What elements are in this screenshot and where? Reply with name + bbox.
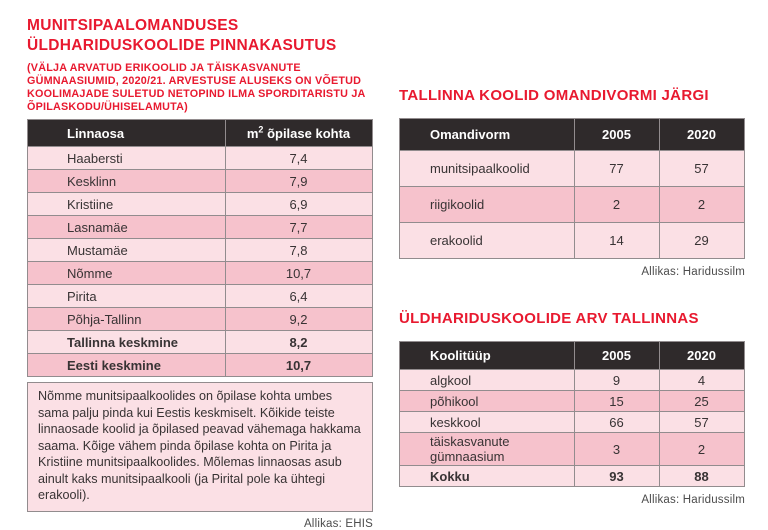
row-haabersti: Haabersti 7,4 xyxy=(28,147,373,170)
row-kesklinn: Kesklinn 7,9 xyxy=(28,170,373,193)
source-ehis: Allikas: EHIS xyxy=(303,517,373,530)
table-header-row xyxy=(400,342,745,370)
column-header-linnaosa: Linnaosa xyxy=(28,120,226,147)
page-title xyxy=(27,16,373,56)
column-header-koolituup: Koolitüüp xyxy=(400,342,575,370)
row-tallinna-keskmine: Tallinna keskmine 8,2 xyxy=(28,331,373,354)
koolide-arv-title: ÜLDHARIDUSKOOLIDE ARV TALLINNAS xyxy=(399,310,699,327)
column-header-2005: 2005 xyxy=(575,342,660,370)
note-box: Nõmme munitsipaalkoolides on õpilase kohta umbes sama palju pinda kui Eestis keskmiselt. Kõikide teiste linnaosade koolid ja õpilased peavad vähemaga hakkama saama. Kõige vähem pinda õpilase kohta on Pirita ja Kristiine munitsipaalkoolides. Mõlemas linnaosas asub ainult kaks munitsipaalkooli (ja Pirital pole ka ühtegi erakooli). xyxy=(27,382,373,512)
column-header-omandivorm: Omandivorm xyxy=(400,119,575,151)
table-header-row xyxy=(28,120,373,147)
row-erakoolid: erakoolid 14 29 xyxy=(400,223,745,259)
row-mustamae: Mustamäe 7,8 xyxy=(28,239,373,262)
page-title-line2: ÜLDHARIDUSKOOLIDE PINNAKASUTUS xyxy=(27,37,337,54)
page-title-line1: MUNITSIPAALOMANDUSES xyxy=(27,17,239,34)
pinnakasutus-table xyxy=(27,119,373,377)
superscript-2: 2 xyxy=(258,124,264,135)
column-header-2020: 2020 xyxy=(660,119,745,151)
row-taiskasvanute-gumnaasium: täiskasvanute gümnaasium 3 2 xyxy=(400,433,745,466)
row-algkool: algkool 9 4 xyxy=(400,370,745,391)
row-munitsipaalkoolid: munitsipaalkoolid 77 57 xyxy=(400,151,745,187)
page-subtitle: (VÄLJA ARVATUD ERIKOOLID JA TÄISKASVANUTE GÜMNAASIUMID, 2020/21. ARVESTUSE ALUSEKS ON VÕETUD KOOLIMAJADE SULETUD NETOPIND ILMA SPORDITARISTU JA ÕPILASKODU/ÜHISELAMUTA) xyxy=(27,62,366,113)
row-pohja-tallinn: Põhja-Tallinn 9,2 xyxy=(28,308,373,331)
left-column xyxy=(27,16,373,530)
table-header-row xyxy=(400,119,745,151)
row-keskkool: keskkool 66 57 xyxy=(400,412,745,433)
source-haridussilm-2: Allikas: Haridussilm xyxy=(641,494,745,506)
row-eesti-keskmine: Eesti keskmine 10,7 xyxy=(28,354,373,377)
omandivorm-table xyxy=(399,118,745,259)
row-kristiine: Kristiine 6,9 xyxy=(28,193,373,216)
omandivorm-title: TALLINNA KOOLID OMANDIVORMI JÄRGI xyxy=(399,87,709,104)
column-header-2020: 2020 xyxy=(660,342,745,370)
row-nomme: Nõmme 10,7 xyxy=(28,262,373,285)
row-riigikoolid: riigikoolid 2 2 xyxy=(400,187,745,223)
koolituup-table xyxy=(399,341,745,487)
right-column xyxy=(399,88,745,506)
column-header-2005: 2005 xyxy=(575,119,660,151)
row-pohikool: põhikool 15 25 xyxy=(400,391,745,412)
row-pirita: Pirita 6,4 xyxy=(28,285,373,308)
row-lasnamae: Lasnamäe 7,7 xyxy=(28,216,373,239)
row-kokku: Kokku 93 88 xyxy=(400,466,745,487)
source-haridussilm-1: Allikas: Haridussilm xyxy=(641,266,745,278)
column-header-m2-opilase-kohta: $m^2$ õpilase kohta xyxy=(226,120,373,147)
